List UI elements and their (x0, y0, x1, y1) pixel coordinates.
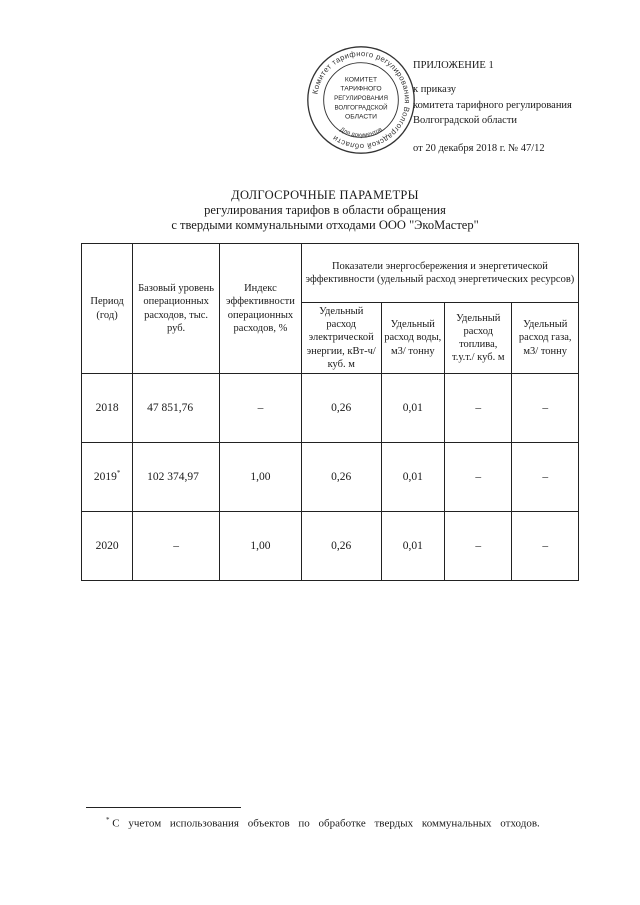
cell-period: 2018 (82, 374, 133, 443)
cell-electricity: 0,26 (301, 512, 381, 581)
appendix-title: ПРИЛОЖЕНИЕ 1 (413, 60, 494, 71)
cell-base-cost: – (133, 512, 220, 581)
header-base-cost: Базовый уровень операционных расходов, тыс. руб. (133, 244, 220, 374)
header-fuel: Удельный расход топлива, т.у.т./ куб. м (444, 303, 511, 374)
table-row (82, 512, 579, 581)
header-water: Удельный расход воды, м3/ тонну (381, 303, 444, 374)
cell-water: 0,01 (381, 443, 444, 512)
appendix-line: комитета тарифного регулирования (413, 99, 572, 111)
appendix-header (413, 58, 623, 157)
cell-gas: – (512, 374, 579, 443)
parameters-table (81, 243, 579, 581)
seal-ring-bottom: Для документов (338, 126, 384, 139)
seal-center-line: ОБЛАСТИ (345, 113, 377, 121)
document-subtitle: регулирования тарифов в области обращения (204, 202, 446, 217)
cell-period: 2020 (82, 512, 133, 581)
cell-base-cost: 102 374,97 (133, 443, 220, 512)
cell-base-cost: 47 851,76 (133, 374, 220, 443)
footnote-divider (86, 807, 241, 808)
cell-water: 0,01 (381, 374, 444, 443)
seal-center-line: КОМИТЕТ (344, 76, 378, 84)
table-row (82, 374, 579, 443)
cell-efficiency-index: – (220, 374, 302, 443)
footnote (106, 816, 576, 832)
document-heading (60, 188, 590, 232)
header-gas: Удельный расход газа, м3/ тонну (512, 303, 579, 374)
appendix-line: Волгоградской области (413, 115, 518, 127)
cell-fuel: – (444, 374, 511, 443)
official-seal (305, 44, 417, 156)
header-energy-group: Показатели энергосбережения и энергетической эффективности (удельный расход энергетических ресурсов) (301, 244, 578, 303)
footnote-text: С учетом использования объектов по обработке твердых коммунальных отходов. (112, 817, 540, 830)
appendix-date: от 20 декабря 2018 г. № 47/12 (413, 143, 545, 154)
seal-ring-text: Комитет тарифного регулирования Волгоградской области (310, 49, 412, 151)
document-title: ДОЛГОСРОЧНЫЕ ПАРАМЕТРЫ (231, 188, 419, 202)
cell-efficiency-index: 1,00 (220, 443, 302, 512)
document-subtitle: с твердыми коммунальными отходами ООО "ЭкоМастер" (171, 217, 479, 232)
header-efficiency-index: Индекс эффективности операционных расходов, % (220, 244, 302, 374)
seal-center-line: РЕГУЛИРОВАНИЯ (334, 95, 388, 102)
cell-water: 0,01 (381, 512, 444, 581)
appendix-line: к приказу (413, 83, 456, 95)
seal-center-line: ВОЛГОГРАДСКОЙ (334, 104, 388, 112)
cell-gas: – (512, 512, 579, 581)
table-row (82, 443, 579, 512)
svg-text:Для документов (339, 127, 384, 139)
cell-fuel: – (444, 443, 511, 512)
seal-center-line: ТАРИФНОГО (340, 85, 382, 93)
header-electricity: Удельный расход электрической энергии, кВт-ч/ куб. м (301, 303, 381, 374)
cell-electricity: 0,26 (301, 443, 381, 512)
footnote-mark: * (106, 816, 110, 824)
cell-period: 2019* (82, 443, 133, 512)
header-period: Период (год) (82, 244, 133, 374)
cell-efficiency-index: 1,00 (220, 512, 302, 581)
cell-gas: – (512, 443, 579, 512)
cell-electricity: 0,26 (301, 374, 381, 443)
cell-fuel: – (444, 512, 511, 581)
footnote-marker: * (116, 469, 121, 478)
